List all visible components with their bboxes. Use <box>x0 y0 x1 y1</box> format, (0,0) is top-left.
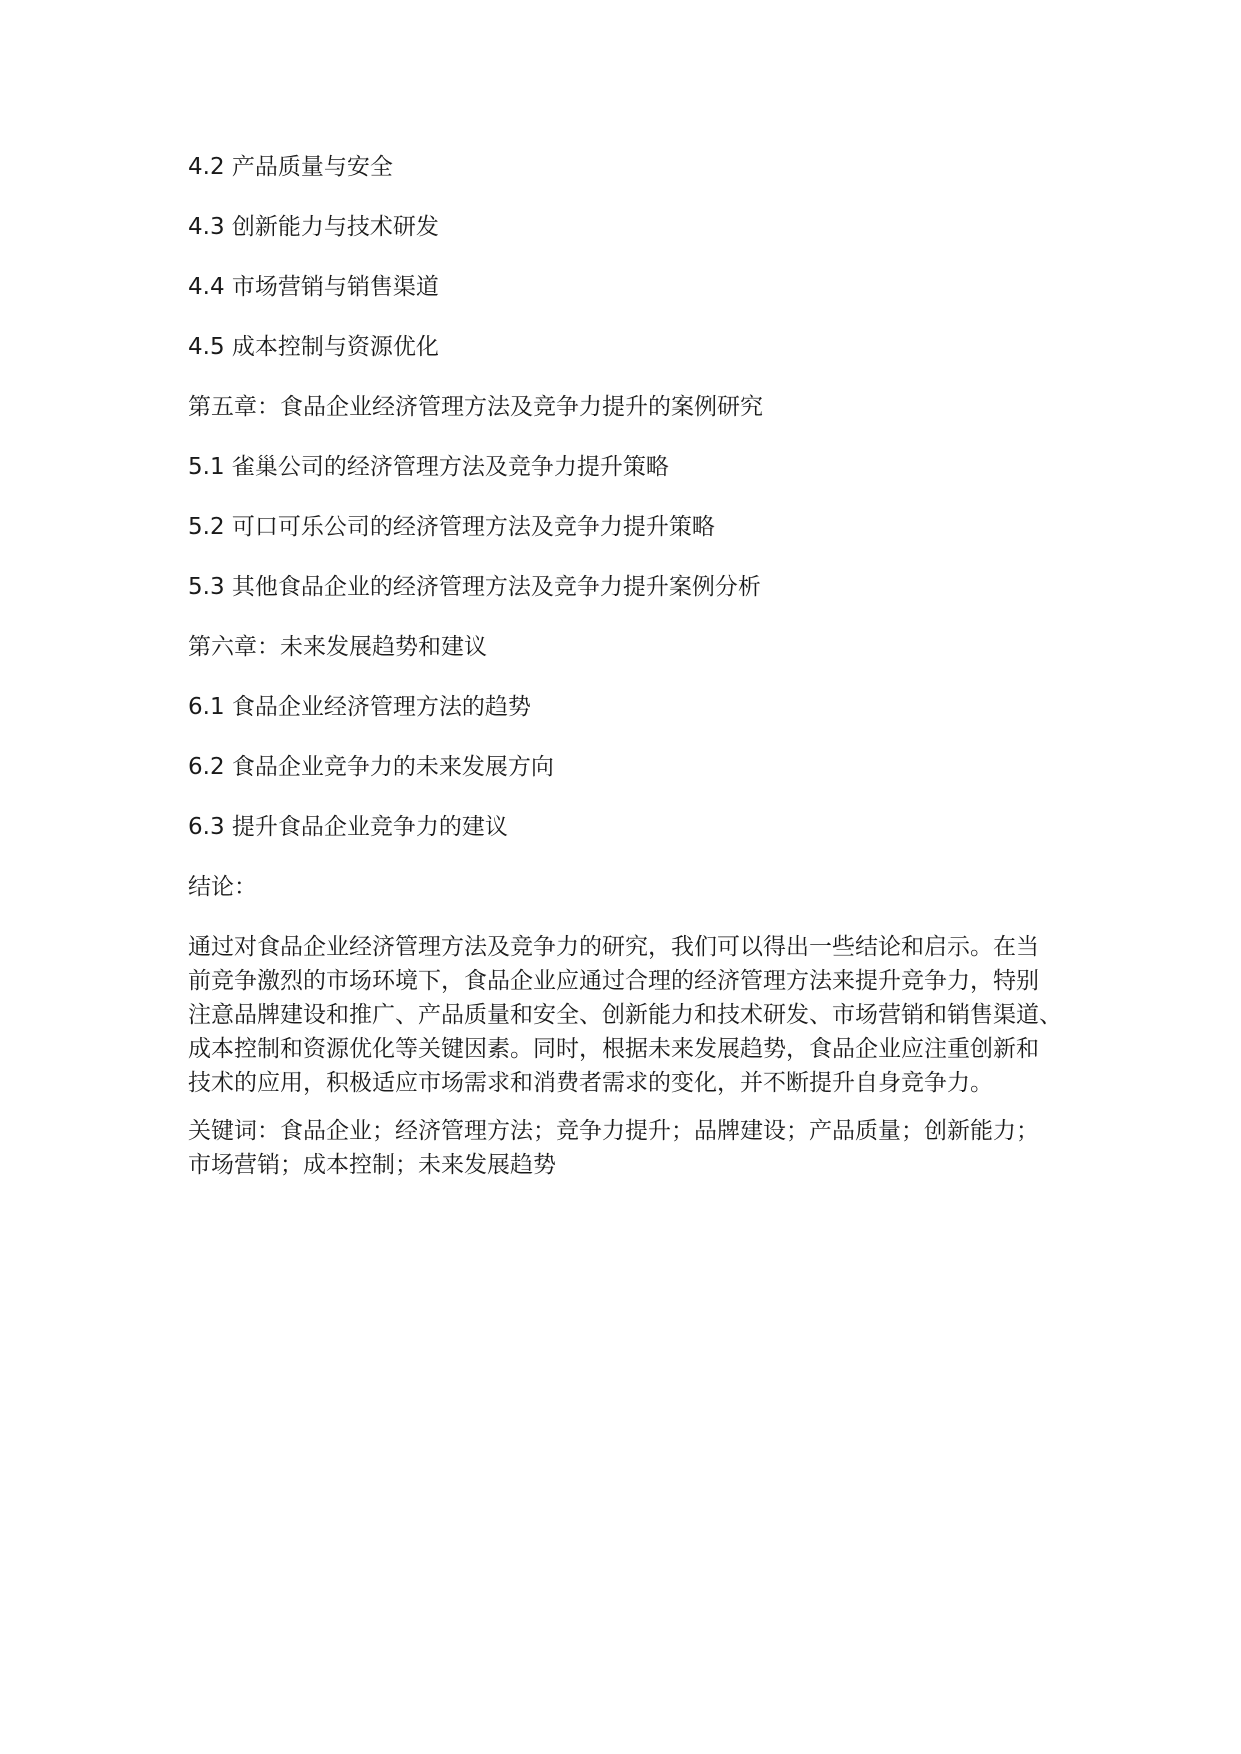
conclusion-line: 成本控制和资源优化等关键因素。同时，根据未来发展趋势，食品企业应注重创新和 <box>188 1036 1039 1062</box>
toc-chapter-6: 第六章：未来发展趋势和建议 <box>188 634 487 660</box>
toc-item-6-1: 6.1 食品企业经济管理方法的趋势 <box>188 694 531 720</box>
toc-item-5-1: 5.1 雀巢公司的经济管理方法及竞争力提升策略 <box>188 454 669 480</box>
toc-item-6-3: 6.3 提升食品企业竞争力的建议 <box>188 814 508 840</box>
conclusion-line: 通过对食品企业经济管理方法及竞争力的研究，我们可以得出一些结论和启示。在当 <box>188 934 1039 960</box>
document-page <box>188 150 1088 1196</box>
conclusion-line: 注意品牌建设和推广、产品质量和安全、创新能力和技术研发、市场营销和销售渠道、 <box>188 1002 1062 1028</box>
toc-item-6-2: 6.2 食品企业竞争力的未来发展方向 <box>188 754 554 780</box>
toc-item-4-2: 4.2 产品质量与安全 <box>188 154 393 180</box>
conclusion-line: 技术的应用，积极适应市场需求和消费者需求的变化，并不断提升自身竞争力。 <box>188 1070 993 1096</box>
toc-item-5-3: 5.3 其他食品企业的经济管理方法及竞争力提升案例分析 <box>188 574 761 600</box>
conclusion-line: 前竞争激烈的市场环境下，食品企业应通过合理的经济管理方法来提升竞争力，特别 <box>188 968 1039 994</box>
conclusion-paragraph <box>188 930 1088 1100</box>
toc-chapter-5: 第五章：食品企业经济管理方法及竞争力提升的案例研究 <box>188 394 763 420</box>
toc-item-4-3: 4.3 创新能力与技术研发 <box>188 214 439 240</box>
toc-item-4-4: 4.4 市场营销与销售渠道 <box>188 274 439 300</box>
keywords-paragraph <box>188 1114 1088 1182</box>
conclusion-heading: 结论： <box>188 874 257 900</box>
toc-item-5-2: 5.2 可口可乐公司的经济管理方法及竞争力提升策略 <box>188 514 715 540</box>
keywords-line: 市场营销；成本控制；未来发展趋势 <box>188 1152 556 1178</box>
keywords-line: 关键词：食品企业；经济管理方法；竞争力提升；品牌建设；产品质量；创新能力； <box>188 1118 1039 1144</box>
toc-item-4-5: 4.5 成本控制与资源优化 <box>188 334 439 360</box>
